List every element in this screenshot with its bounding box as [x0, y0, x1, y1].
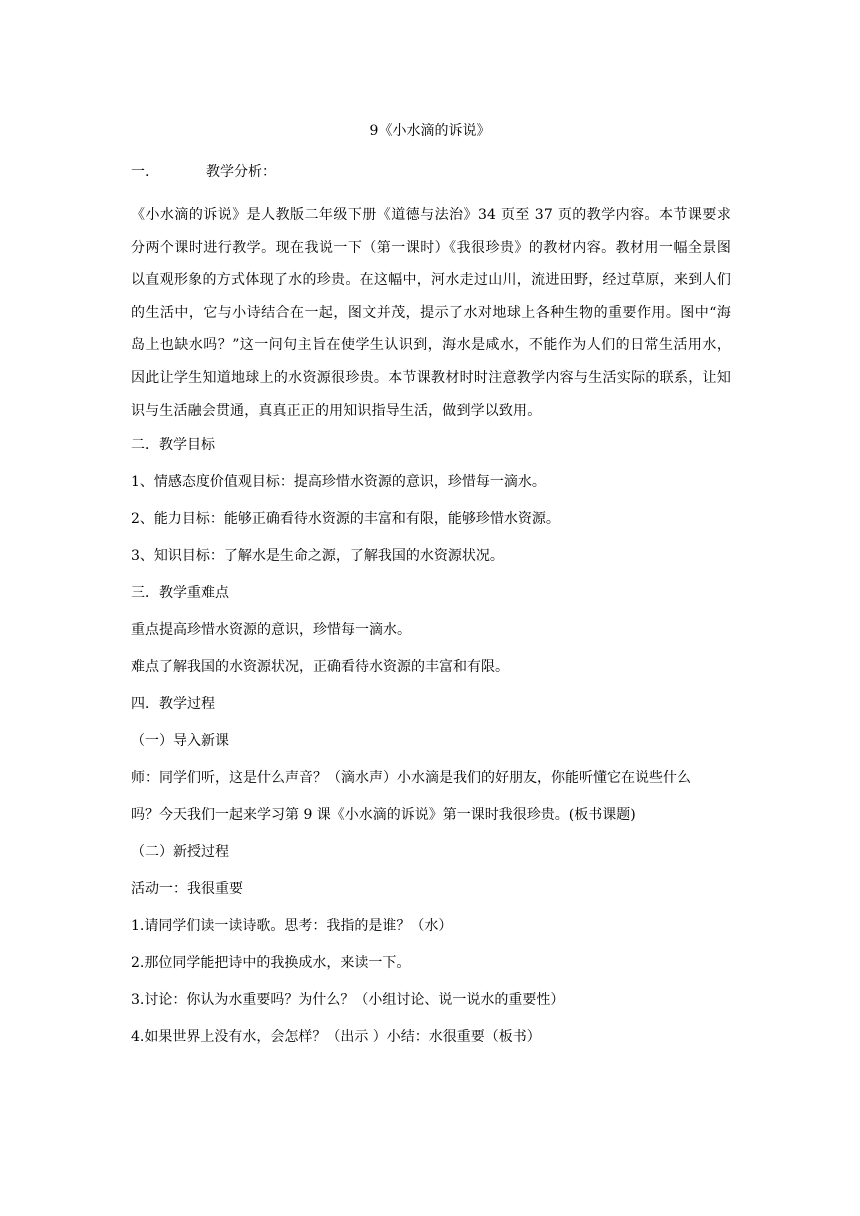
difficult-point: 难点了解我国的水资源状况，正确看待水资源的丰富和有限。 — [131, 659, 509, 676]
activity-heading: 活动一：我很重要 — [131, 881, 243, 898]
section-goals-heading: 二．教学目标 — [131, 437, 215, 454]
intro-text-line: 师：同学们听，这是什么声音？（滴水声）小水滴是我们的好朋友，你能听懂它在说些什么 — [131, 770, 691, 787]
subsection-intro-heading: （一）导入新课 — [131, 733, 229, 750]
goal-item: 2、能力目标：能够正确看待水资源的丰富和有限，能够珍惜水资源。 — [131, 511, 560, 528]
activity-step: 2.那位同学能把诗中的我换成水，来读一下。 — [131, 955, 411, 972]
goal-item: 3、知识目标：了解水是生命之源，了解我国的水资源状况。 — [131, 548, 504, 565]
activity-step: 1.请同学们读一读诗歌。思考：我指的是谁？（水） — [131, 918, 453, 935]
key-point: 重点提高珍惜水资源的意识，珍惜每一滴水。 — [131, 622, 411, 639]
analysis-paragraph: 《小水滴的诉说》是人教版二年级下册《道德与法治》34 页至 37 页的教学内容。本节课要求分两个课时进行教学。现在我说一下（第一课时）《我很珍贵》的教材内容。教材用一幅全景图以直观形象的方式体现了水的珍贵。在这幅中，河水走过山川，流进田野，经过草原，来到人们的生活中，它与小诗结合在一起，图文并茂，提示了水对地球上各种生物的重要作用。图中“海岛上也缺水吗？”这一问句主旨在使学生认识到，海水是咸水，不能作为人们的日常生活用水，因此让学生知道地球上的水资源很珍贵。本节课教材时时注意教学内容与生活实际的联系，让知识与生活融会贯通，真真正正的用知识指导生活，做到学以致用。 — [131, 207, 731, 419]
activity-step: 4.如果世界上没有水，会怎样？（出示 ）小结：水很重要（板书） — [131, 1029, 541, 1046]
section-key-heading: 三．教学重难点 — [131, 585, 229, 602]
goal-item: 1、情感态度价值观目标：提高珍惜水资源的意识，珍惜每一滴水。 — [131, 474, 546, 491]
section-title: 教学分析： — [206, 164, 276, 180]
subsection-new-heading: （二）新授过程 — [131, 844, 229, 861]
document-title: 9《小水滴的诉说》 — [369, 123, 491, 139]
document-body — [131, 158, 731, 1052]
section-analysis-heading — [131, 158, 731, 187]
section-number: 一. — [131, 164, 150, 180]
section-process-heading: 四．教学过程 — [131, 696, 215, 713]
intro-text-line: 吗？今天我们一起来学习第 9 课《小水滴的诉说》第一课时我很珍贵。(板书课题) — [131, 807, 636, 824]
activity-step: 3.讨论：你认为水重要吗？为什么？（小组讨论、说一说水的重要性） — [131, 992, 565, 1009]
